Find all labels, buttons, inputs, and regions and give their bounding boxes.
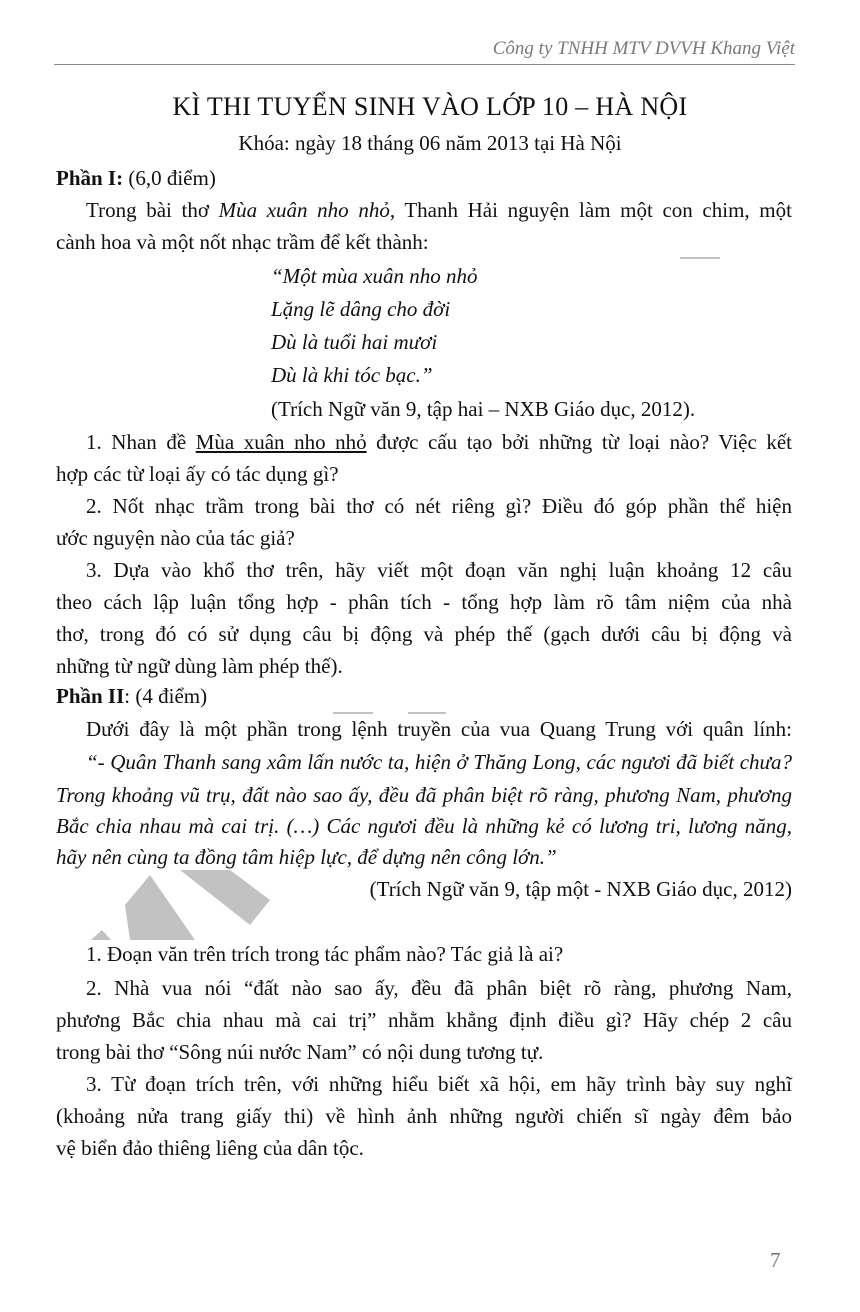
- quote-line: Trong khoảng vũ trụ, đất nào sao ấy, đều đã phân biệt rõ ràng, phương Nam, phương: [56, 783, 792, 807]
- watermark-mark: [333, 712, 373, 714]
- part1-question-1: [86, 430, 792, 455]
- running-header: Công ty TNHH MTV DVVH Khang Việt: [492, 38, 795, 59]
- text: 1. Nhan đề: [86, 430, 196, 454]
- part1-question-3: 3. Dựa vào khổ thơ trên, hãy viết một đoạn văn nghị luận khoảng 12 câu: [86, 558, 792, 582]
- header-rule: [54, 64, 795, 65]
- page-number: 7: [770, 1248, 781, 1272]
- poem-line: “Một mùa xuân nho nhỏ: [271, 264, 478, 288]
- part2-question-1: 1. Đoạn văn trên trích trong tác phẩm nào? Tác giả là ai?: [86, 942, 564, 966]
- text: được cấu tạo bởi những từ loại nào? Việc kết: [366, 430, 792, 454]
- watermark-mark: [680, 257, 720, 259]
- quote-line: “- Quân Thanh sang xâm lấn nước ta, hiện ở Thăng Long, các ngươi đã biết chưa?: [86, 750, 792, 774]
- watermark-shape: [180, 870, 270, 925]
- part1-question-2: 2. Nốt nhạc trầm trong bài thơ có nét riêng gì? Điều đó góp phần thể hiện: [86, 494, 792, 518]
- watermark-shape: [80, 930, 120, 940]
- poem-title: Mùa xuân nho nhỏ: [218, 198, 390, 222]
- watermark-mark: [408, 712, 446, 714]
- watermark-shape: [125, 875, 195, 940]
- part1-intro-line2: cành hoa và một nốt nhạc trầm để kết thành:: [56, 230, 429, 254]
- quote-source: (Trích Ngữ văn 9, tập một - NXB Giáo dục, 2012): [369, 877, 792, 901]
- part2-intro: Dưới đây là một phần trong lệnh truyền của vua Quang Trung với quân lính:: [86, 717, 792, 741]
- part1-question-3-cont: thơ, trong đó có sử dụng câu bị động và phép thế (gạch dưới câu bị động và: [56, 622, 792, 646]
- part2-question-2-cont: trong bài thơ “Sông núi nước Nam” có nội dung tương tự.: [56, 1040, 544, 1064]
- part1-points: (6,0 điểm): [123, 166, 216, 190]
- part2-question-3-cont: vệ biển đảo thiêng liêng của dân tộc.: [56, 1136, 364, 1160]
- part2-heading-line: [56, 684, 207, 709]
- part1-heading: Phần I:: [56, 166, 124, 190]
- exam-title: KÌ THI TUYỂN SINH VÀO LỚP 10 – HÀ NỘI: [172, 92, 688, 121]
- part1-intro-line1: [86, 198, 792, 223]
- text: , Thanh Hải nguyện làm một con chim, một: [389, 198, 792, 222]
- part2-question-2: 2. Nhà vua nói “đất nào sao ấy, đều đã phân biệt rõ ràng, phương Nam,: [86, 976, 792, 1000]
- poem-line: Dù là khi tóc bạc.”: [271, 363, 433, 387]
- part1-question-1-cont: hợp các từ loại ấy có tác dụng gì?: [56, 462, 339, 486]
- part1-question-2-cont: ước nguyện nào của tác giả?: [56, 526, 295, 550]
- part1-question-3-cont: theo cách lập luận tổng hợp - phân tích - tổng hợp làm rõ tâm niệm của nhà: [56, 590, 792, 614]
- text: Trong bài thơ: [86, 198, 219, 222]
- part1-heading-line: [56, 166, 216, 191]
- quote-line: hãy nên cùng ta đồng tâm hiệp lực, để dựng nên công lớn.”: [56, 845, 557, 869]
- poem-line: Lặng lẽ dâng cho đời: [271, 297, 451, 321]
- part2-question-3: 3. Từ đoạn trích trên, với những hiểu biết xã hội, em hãy trình bày suy nghĩ: [86, 1072, 792, 1096]
- part2-heading: Phần II: [56, 684, 125, 708]
- watermark-logo: [80, 870, 320, 940]
- quote-line: Bắc chia nhau mà cai trị. (…) Các ngươi đều là những kẻ có lương tri, lương năng,: [56, 814, 792, 838]
- underlined-title: Mùa xuân nho nhỏ: [195, 430, 367, 454]
- part2-question-3-cont: (khoảng nửa trang giấy thi) về hình ảnh những người chiến sĩ ngày đêm bảo: [56, 1104, 792, 1128]
- exam-subtitle: Khóa: ngày 18 tháng 06 năm 2013 tại Hà Nội: [238, 131, 622, 155]
- part2-question-2-cont: phương Bắc chia nhau mà cai trị” nhằm khẳng định điều gì? Hãy chép 2 câu: [56, 1008, 792, 1032]
- poem-line: Dù là tuổi hai mươi: [271, 330, 438, 354]
- part1-question-3-cont: những từ ngữ dùng làm phép thế).: [56, 654, 343, 678]
- part2-points: : (4 điểm): [124, 684, 208, 708]
- poem-source: (Trích Ngữ văn 9, tập hai – NXB Giáo dục, 2012).: [271, 397, 696, 421]
